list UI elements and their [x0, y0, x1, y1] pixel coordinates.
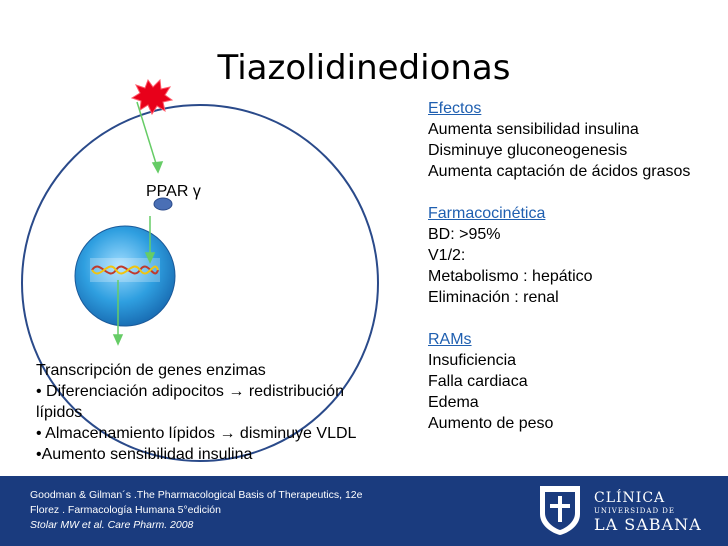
logo-line: CLÍNICA [594, 490, 666, 506]
slide-title: Tiazolidinedionas [217, 48, 511, 88]
rams-heading: RAMs [428, 331, 472, 348]
pharmacokinetics-item: V1/2: [428, 247, 466, 264]
pharmacokinetics-item: Metabolismo : hepático [428, 268, 593, 285]
effects-item: Aumenta sensibilidad insulina [428, 121, 639, 138]
effects-item: Disminuye gluconeogenesis [428, 142, 628, 159]
references [30, 488, 362, 533]
rams-item: Aumento de peso [428, 415, 554, 432]
info-panel [428, 98, 690, 434]
clinic-logo [538, 482, 718, 540]
effects-heading: Efectos [428, 100, 482, 117]
rams-item: Falla cardiaca [428, 373, 528, 390]
rams-item: Insuficiencia [428, 352, 517, 369]
shield-icon [538, 484, 582, 536]
logo-line: LA SABANA [594, 515, 702, 534]
transcription-line: Transcripción de genes enzimas [36, 362, 266, 379]
transcription-line: lípidos [36, 404, 83, 421]
transcription-line: •Aumento sensibilidad insulina [36, 446, 253, 463]
reference-line: Florez . Farmacología Humana 5°edición [30, 504, 221, 516]
footer-bar [0, 476, 728, 546]
logo-line: UNIVERSIDAD DE [594, 507, 676, 515]
reference-line: Goodman & Gilman´s .The Pharmacological Basis of Therapeutics, 12e [30, 489, 363, 501]
ppar-label: PPAR γ [146, 183, 201, 200]
transcription-panel [36, 360, 416, 465]
pharmacokinetics-item: Eliminación : renal [428, 289, 559, 306]
transcription-line: • Diferenciación adipocitos → redistribución [36, 383, 344, 400]
rams-item: Edema [428, 394, 479, 411]
transcription-line: • Almacenamiento lípidos → disminuye VLDL [36, 425, 357, 442]
pharmacokinetics-heading: Farmacocinética [428, 205, 546, 222]
reference-line: Stolar MW et al. Care Pharm. 2008 [30, 519, 194, 531]
pharmacokinetics-item: BD: >95% [428, 226, 501, 243]
effects-item: Aumenta captación de ácidos grasos [428, 163, 691, 180]
